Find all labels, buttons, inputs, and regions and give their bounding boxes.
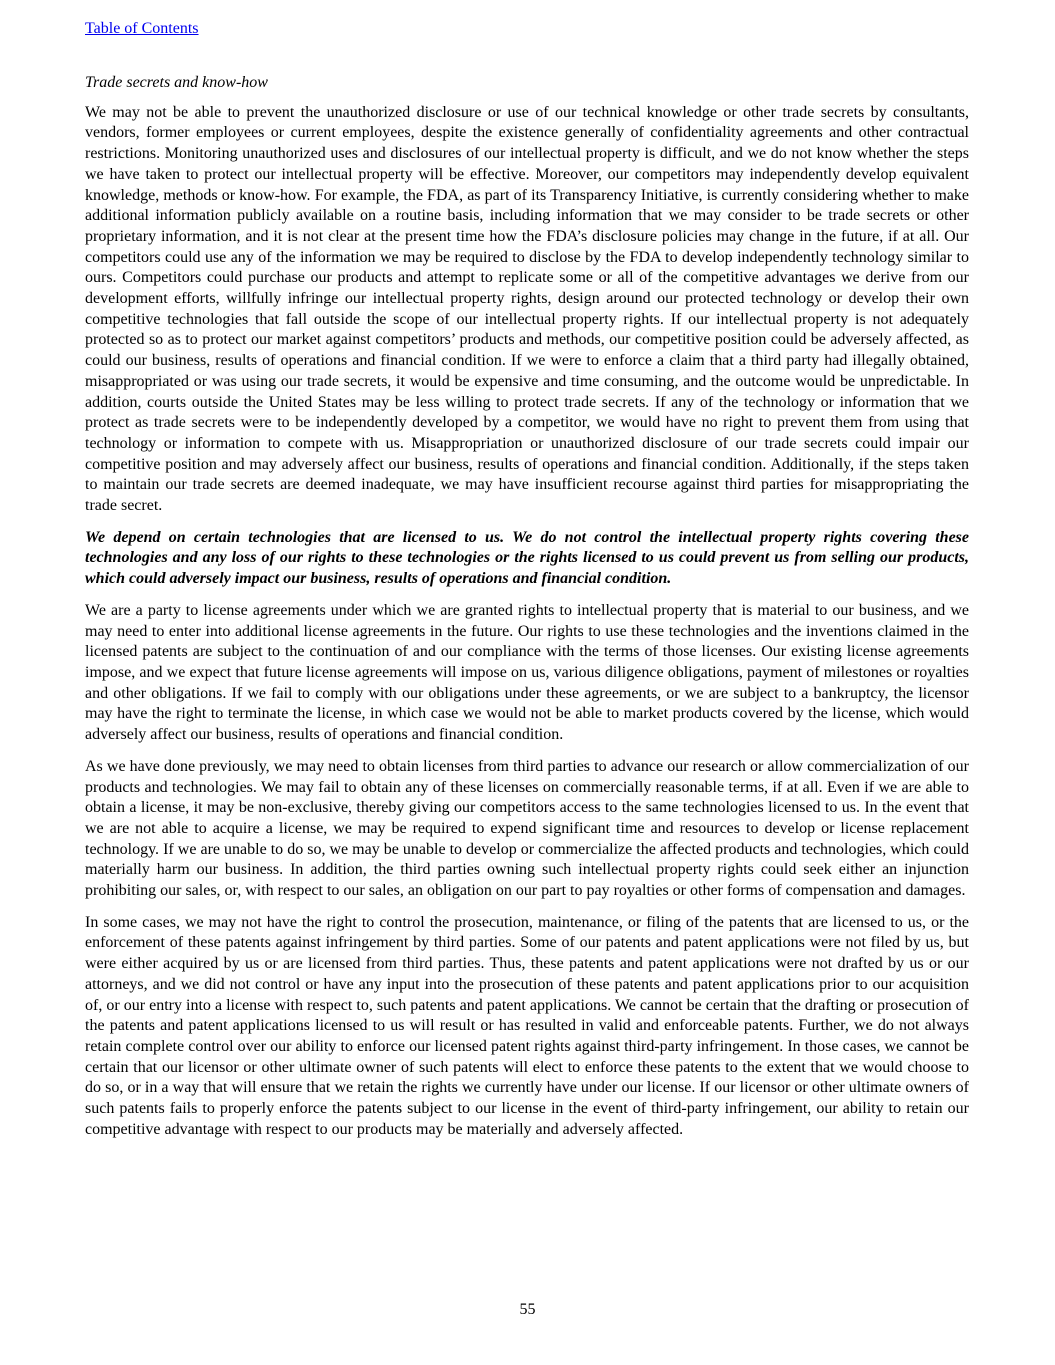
paragraph-patent-control: In some cases, we may not have the right to control the prosecution, maintenance, or filing of the patents that are licensed to us, or the enforcement of these patents against infringement by third parties. Some of our patents and patent applications were not filed by us, but were either acquired by us or are licensed from third parties. Thus, these patents and patent applications were not drafted by us or our attorneys, and we did not control or have any input into the prosecution of these patents and patent applications prior to our acquisition of, or our entry into a license with respect to, such patents and patent applications. We cannot be certain that the drafting or prosecution of the patents and patent applications licensed to us will result or has resulted in valid and enforceable patents. Further, we do not always retain complete control over our ability to enforce our licensed patent rights against third-party infringement. In those cases, we cannot be certain that our licensor or other ultimate owner of such patents will elect to enforce these patents to the extent that we would choose to do so, or in a way that will ensure that we retain the rights we currently have under our license. If our licensor or other ultimate owners of such patents fails to properly enforce the patents subject to our license in the event of third-party infringement, our ability to retain our competitive advantage with respect to our products may be materially and adversely affected.	[85, 913, 969, 1138]
paragraph-trade-secrets: We may not be able to prevent the unauthorized disclosure or use of our technical knowledge or other trade secrets by consultants, vendors, former employees or current employees, despite the existence generally of confidentiality agreements and other contractual restrictions. Monitoring unauthorized uses and disclosures of our intellectual property is difficult, and we do not know whether the steps we have taken to protect our intellectual property will be effective. Moreover, our competitors may independently develop equivalent knowledge, methods or know-how. For example, the FDA, as part of its Transparency Initiative, is currently considering whether to make additional information publicly available on a routine basis, including information that we may consider to be trade secrets or other proprietary information, and it is not clear at the present time how the FDA’s disclosure policies may change in the future, if at all. Our competitors could use any of the information we may be required to disclose by the FDA to develop independently technology similar to ours. Competitors could purchase our products and attempt to replicate some or all of the competitive advantages we derive from our development efforts, willfully infringe our intellectual property rights, design around our protected technology or develop their own competitive technologies that fall outside the scope of our intellectual property rights. If our intellectual property is not adequately protected so as to protect our market against competitors’ products and methods, our competitive position could be adversely affected, as could our business, results of operations and financial condition. If we were to enforce a claim that a third party had illegally obtained, misappropriated or was using our trade secrets, it would be expensive and time consuming, and the outcome would be unpredictable. In addition, courts outside the United States may be less willing to protect trade secrets. If any of the technology or information that we protect as trade secrets were to be independently developed by a competitor, we would have no right to prevent them from using that technology or information to compete with us. Misappropriation or unauthorized disclosure of our trade secrets could impair our competitive position and may adversely affect our business, results of operations and financial condition. Additionally, if the steps taken to maintain our trade secrets are deemed inadequate, we may have insufficient recourse against third parties for misappropriating the trade secret.	[85, 103, 969, 515]
paragraph-license-agreements: We are a party to license agreements under which we are granted rights to intellectual property that is material to our business, and we may need to enter into additional license agreements in the future. Our rights to use these technologies and the inventions claimed in the licensed patents are subject to the continuation of and our compliance with the terms of those licenses. Our existing license agreements impose, and we expect that future license agreements will impose on us, various diligence obligations, payment of milestones or royalties and other obligations. If we fail to comply with our obligations under these agreements, or we are subject to a bankruptcy, the licensor may have the right to terminate the license, in which case we would not be able to market products covered by the license, which would adversely affect our business, results of operations and financial condition.	[85, 601, 969, 744]
paragraph-third-party-licenses: As we have done previously, we may need to obtain licenses from third parties to advance our research or allow commercialization of our products and technologies. We may fail to obtain any of these licenses on commercially reasonable terms, if at all. Even if we are able to obtain a license, it may be non-exclusive, thereby giving our competitors access to the same technologies licensed to us. In the event that we are not able to acquire a license, we may be required to expend significant time and resources to develop or license replacement technology. If we are unable to do so, we may be unable to develop or commercialize the affected products and technologies, which could materially harm our business. In addition, the third parties owning such intellectual property rights could seek either an injunction prohibiting our sales, or, with respect to our sales, an obligation on our part to pay royalties or other forms of compensation and damages.	[85, 757, 969, 900]
page-number: 55	[519, 1301, 536, 1318]
document-body	[85, 73, 969, 1151]
risk-factor-heading: We depend on certain technologies that are licensed to us. We do not control the intellectual property rights covering these technologies and any loss of our rights to these technologies or the rights licensed to us could prevent us from selling our products, which could adversely impact our business, results of operations and financial condition.	[85, 528, 969, 588]
table-of-contents-link[interactable]: Table of Contents	[85, 20, 199, 37]
section-subheading: Trade secrets and know-how	[85, 74, 268, 91]
